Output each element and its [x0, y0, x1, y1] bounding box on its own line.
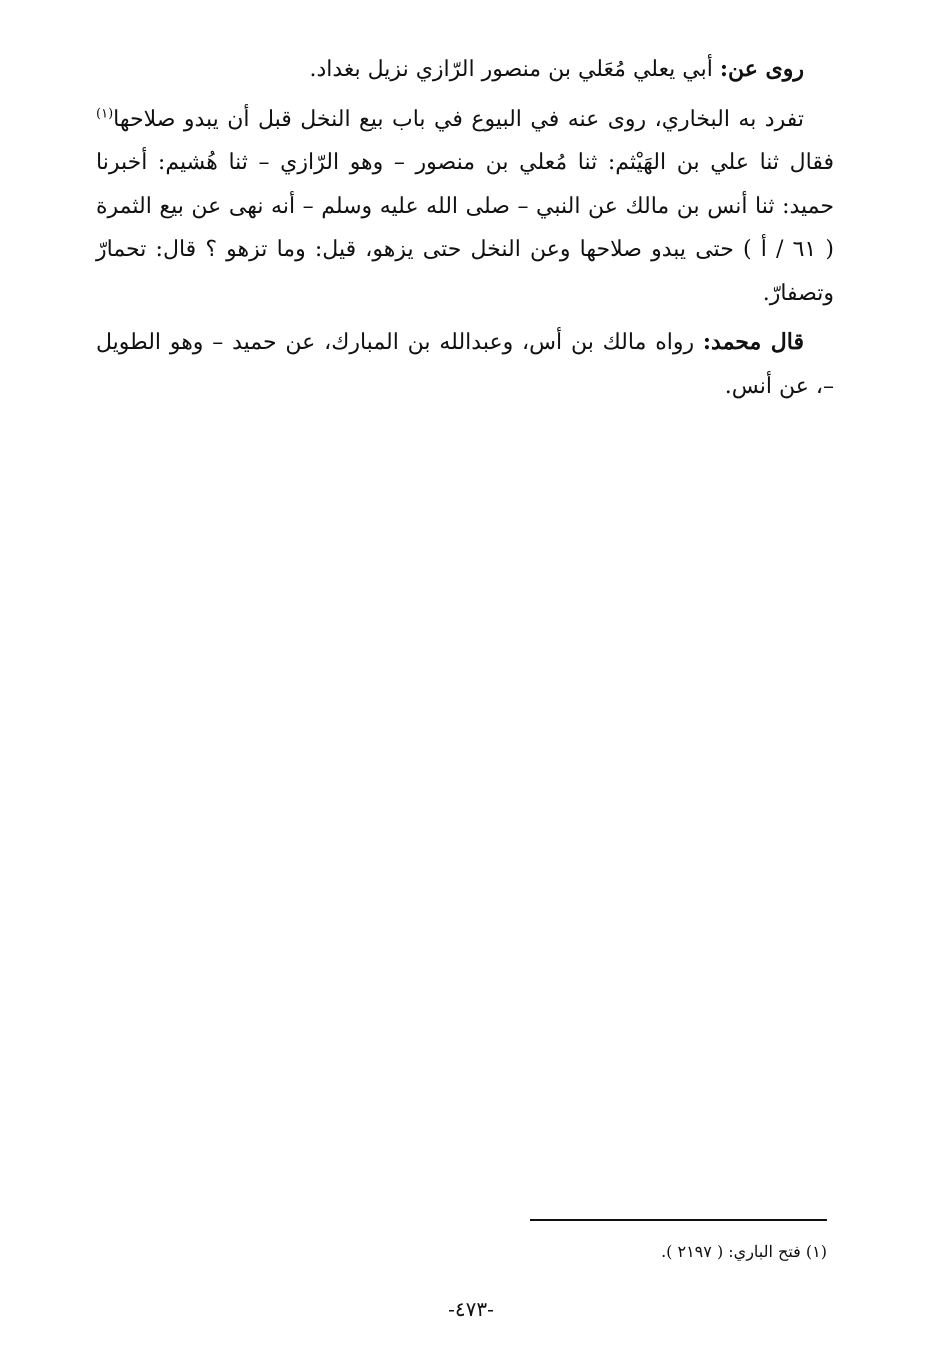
footnote-separator: [530, 1219, 827, 1221]
narrated-from-label: روى عن:: [719, 56, 804, 82]
paragraph-muhammad-said: [96, 321, 834, 408]
main-text: [96, 48, 834, 408]
muhammad-said-text: رواه مالك بن أس، وعبدالله بن المبارك، عن حميد – وهو الطويل –، عن أنس.: [96, 330, 834, 399]
footnote: (١) فتح الباري: ( ٢١٩٧ ).: [661, 1242, 827, 1261]
paragraph-hadith: [96, 98, 834, 316]
page-number: -٤٧٣-: [448, 1297, 494, 1321]
paragraph-narrated-from: [96, 48, 834, 92]
narrated-from-text: أبي يعلي مُعَلي بن منصور الرّازي نزيل بغداد.: [309, 57, 720, 82]
hadith-text-part-2: فقال ثنا علي بن الهَيْثم: ثنا مُعلي بن منصور – وهو الرّازي – ثنا هُشيم: أخبرنا حميد: ثنا أنس بن مالك عن النبي – صلى الله عليه وسلم – أنه نهى عن بيع الثمرة ( ٦١ / أ ) حتى يبدو صلاحها وعن النخل حتى يزهو، قيل: وما تزهو ؟ قال: تحمارّ وتصفارّ.: [96, 150, 834, 306]
footnote-marker: (١): [96, 106, 114, 122]
muhammad-said-label: قال محمد:: [702, 329, 804, 355]
hadith-text-part-1: تفرد به البخاري، روى عنه في البيوع في باب بيع النخل قبل أن يبدو صلاحها: [113, 106, 804, 132]
